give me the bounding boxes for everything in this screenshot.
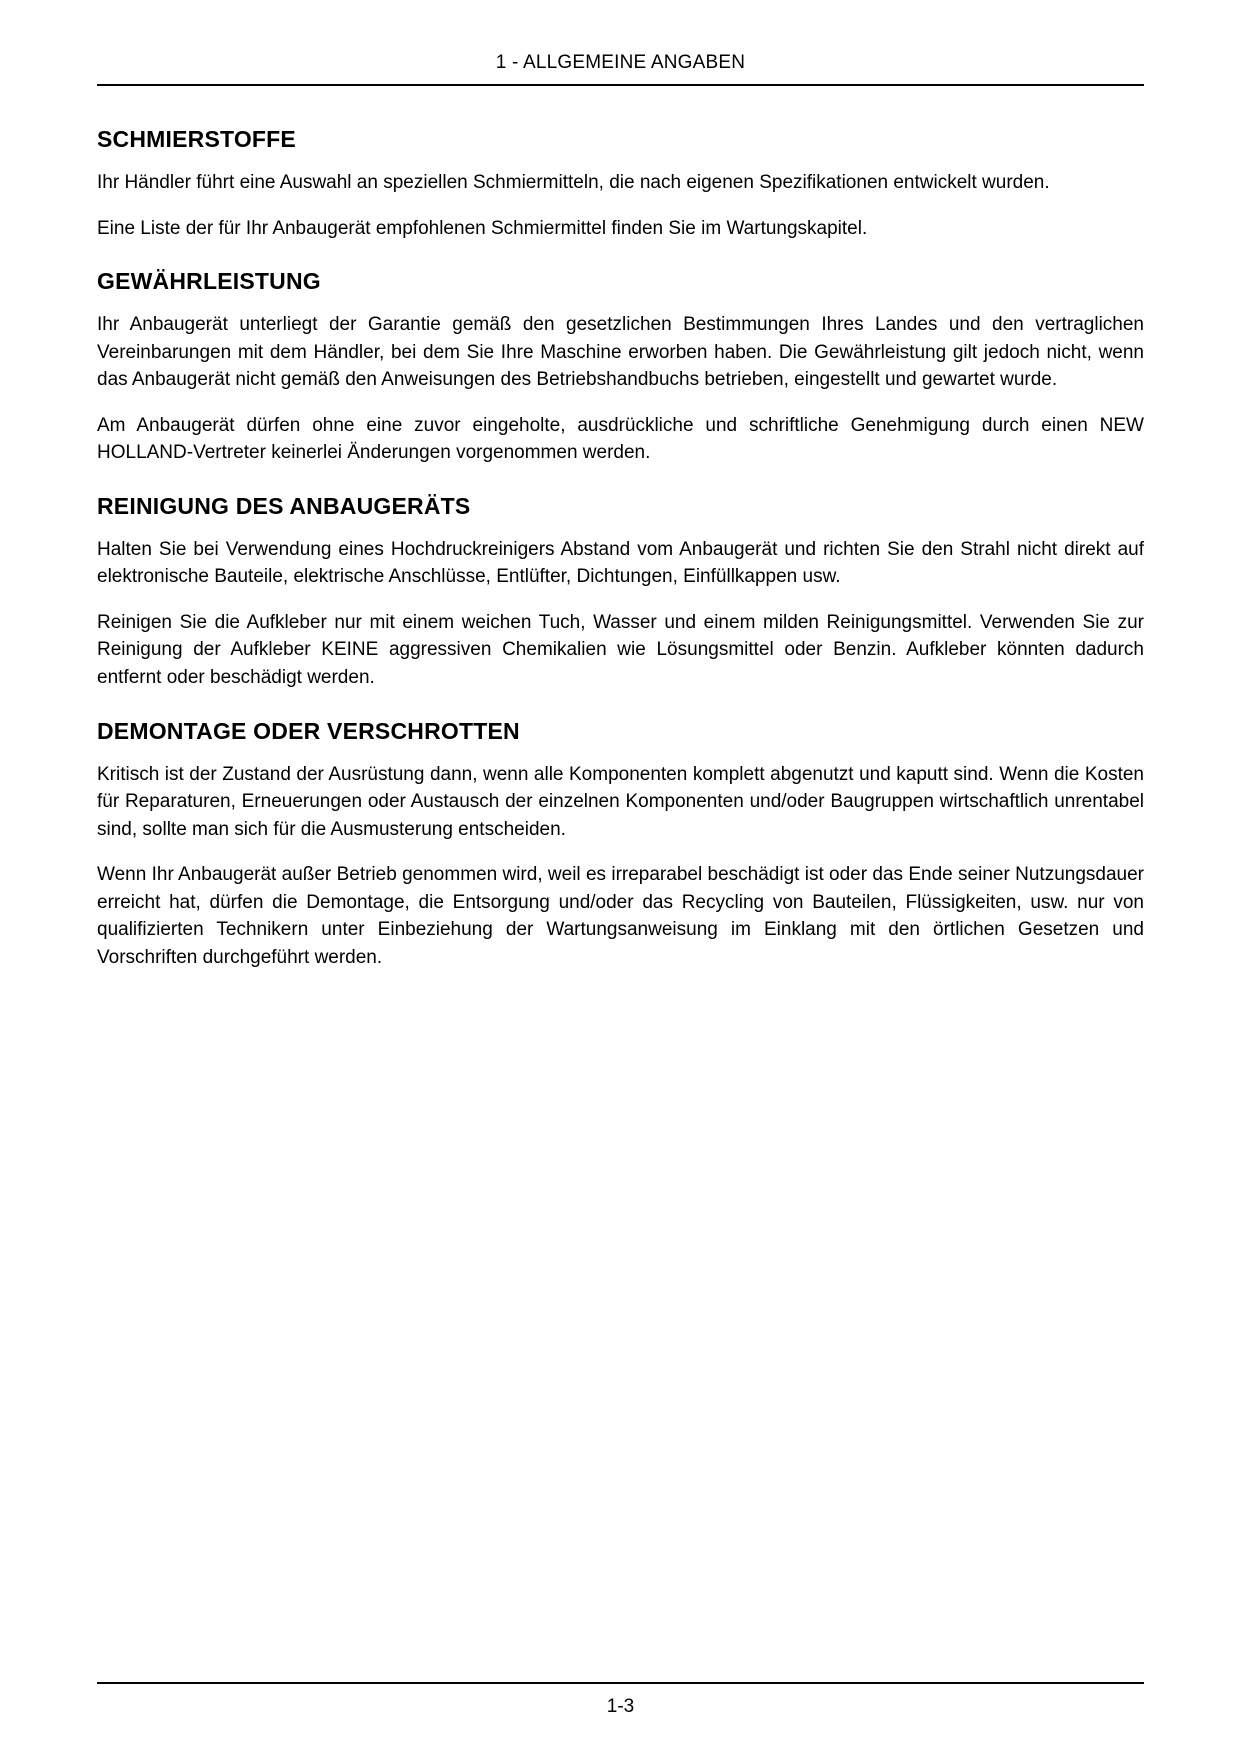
paragraph: Reinigen Sie die Aufkleber nur mit einem weichen Tuch, Wasser und einem milden Reinigungsmittel. Verwenden Sie zur Reinigung der Aufkleber KEINE aggressiven Chemikalien wie Lösungsmittel oder Benzin. Aufkleber könnten dadurch entfernt oder beschädigt werden. bbox=[97, 611, 1144, 689]
page-number: 1-3 bbox=[606, 1696, 635, 1717]
section-heading: REINIGUNG DES ANBAUGERÄTS bbox=[97, 492, 471, 519]
section-schmierstoffe bbox=[97, 126, 1144, 242]
paragraph: Ihr Händler führt eine Auswahl an speziellen Schmiermitteln, die nach eigenen Spezifikationen entwickelt wurden. bbox=[97, 172, 1050, 193]
paragraph: Ihr Anbaugerät unterliegt der Garantie gemäß den gesetzlichen Bestimmungen Ihres Landes und den vertraglichen Vereinbarungen mit dem Händler, bei dem Sie Ihre Maschine erworben haben. Die Gewährleistung gilt jedoch nicht, wenn das Anbaugerät nicht gemäß den Anweisungen des Betriebshandbuchs betrieben, eingestellt und gewartet wurde. bbox=[97, 314, 1144, 391]
paragraph: Wenn Ihr Anbaugerät außer Betrieb genommen wird, weil es irreparabel beschädigt ist oder das Ende seiner Nutzungsdauer erreicht hat, dürfen die Demontage, die Entsorgung und/oder das Recycling von Bauteilen, Flüssigkeiten, usw. nur von qualifizierten Technikern unter Einbeziehung der Wartungsanweisung im Einklang mit den örtlichen Gesetzen und Vorschriften durchgeführt werden. bbox=[97, 864, 1144, 968]
paragraph: Kritisch ist der Zustand der Ausrüstung dann, wenn alle Komponenten komplett abgenutzt und kaputt sind. Wenn die Kosten für Reparaturen, Erneuerungen oder Austausch der einzelnen Komponenten und/oder Baugruppen wirtschaftlich unrentabel sind, sollte man sich für die Ausmusterung entscheiden. bbox=[97, 763, 1144, 840]
section-heading: DEMONTAGE ODER VERSCHROTTEN bbox=[97, 717, 520, 744]
section-heading: GEWÄHRLEISTUNG bbox=[97, 268, 321, 295]
section-heading: SCHMIERSTOFFE bbox=[97, 126, 296, 152]
section-gewaehrleistung bbox=[97, 268, 1144, 467]
paragraph: Eine Liste der für Ihr Anbaugerät empfohlenen Schmiermittel finden Sie im Wartungskapitel. bbox=[97, 217, 868, 239]
section-reinigung bbox=[97, 493, 1144, 692]
page-content bbox=[97, 86, 1144, 1682]
section-demontage bbox=[97, 718, 1144, 972]
page-header bbox=[97, 52, 1144, 86]
paragraph: Am Anbaugerät dürfen ohne eine zuvor eingeholte, ausdrückliche und schriftliche Genehmigung durch einen NEW HOLLAND-Vertreter keinerlei Änderungen vorgenommen werden. bbox=[97, 414, 1144, 464]
paragraph: Halten Sie bei Verwendung eines Hochdruckreinigers Abstand vom Anbaugerät und richten Sie den Strahl nicht direkt auf elektronische Bauteile, elektrische Anschlüsse, Entlüfter, Dichtungen, Einfüllkappen usw. bbox=[97, 538, 1144, 588]
page-footer bbox=[97, 1682, 1144, 1718]
running-title: 1 - ALLGEMEINE ANGABEN bbox=[495, 52, 746, 73]
